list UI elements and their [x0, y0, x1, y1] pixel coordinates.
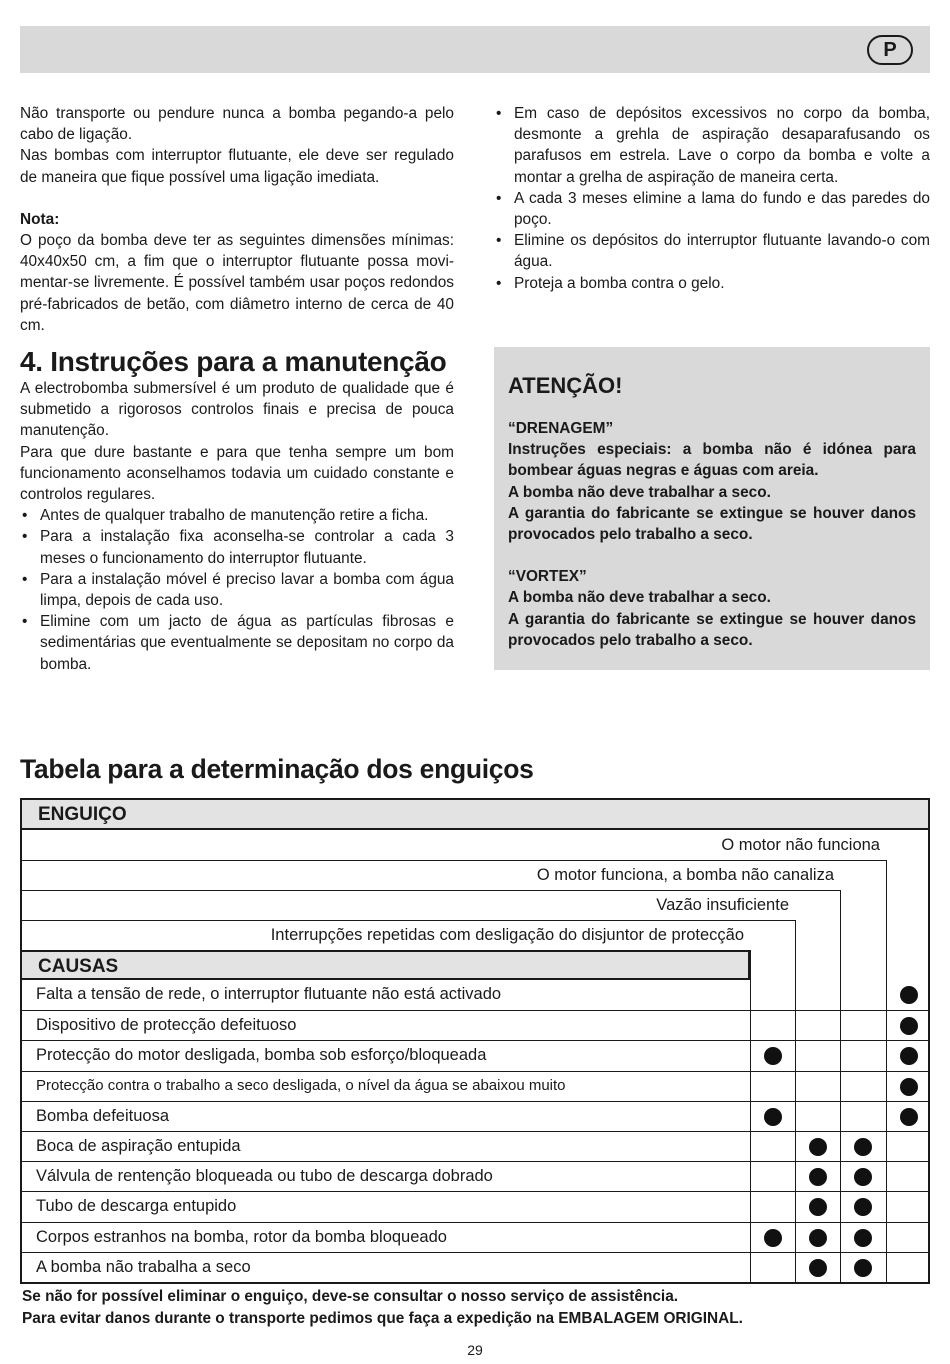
warning-title: ATENÇÃO!	[508, 373, 623, 398]
section-title: 4. Instruções para a manutenção	[20, 346, 447, 378]
mark-dot	[764, 1108, 782, 1126]
troubleshooting-table	[20, 798, 930, 1284]
grid-line	[22, 860, 886, 861]
mark-dot	[854, 1138, 872, 1156]
table-row	[22, 980, 928, 1010]
warning-line: A bomba não deve trabalhar a seco.	[508, 589, 771, 607]
enguico-header	[22, 800, 928, 830]
table-row	[22, 1191, 928, 1221]
table-row	[22, 1010, 928, 1040]
mark-dot	[900, 1078, 918, 1096]
table-title: Tabela para a determinação dos enguiços	[20, 754, 534, 784]
list-item: • Antes de qualquer trabalho de manutenção retire a ficha.	[20, 505, 454, 526]
mark-dot	[809, 1229, 827, 1247]
mark-dot	[854, 1259, 872, 1277]
table-row	[22, 1222, 928, 1252]
enguico-label: ENGUIÇO	[38, 804, 127, 825]
cause-label: Bomba defeituosa	[36, 1106, 170, 1125]
section-paragraph: Para que dure bastante e para que tenha sempre um bom funcionamento aconselhamos todavia um cuidado constante e controlos regulares.	[20, 443, 454, 504]
mark-dot	[854, 1198, 872, 1216]
cause-label: Falta a tensão de rede, o interruptor flutuante não está activado	[36, 985, 502, 1003]
symptom-label: Vazão insuficiente	[656, 896, 789, 914]
mark-dot	[809, 1168, 827, 1186]
warning-box	[494, 347, 930, 670]
symptom-label: Interrupções repetidas com desligação do disjuntor de protecção	[270, 926, 744, 944]
mark-dot	[900, 1017, 918, 1035]
mark-dot	[900, 1108, 918, 1126]
mark-dot	[900, 986, 918, 1004]
language-badge: P	[867, 35, 913, 65]
list-item: • Em caso de depósitos excessivos no corpo da bomba, desmonte a grehla de aspiração desaparafusando os parafusos em estrela. Lave o corpo da bomba e volte a montar a grelha de aspiração de maneira certa.	[494, 103, 930, 188]
list-item: • Proteja a bomba contra o gelo.	[494, 273, 930, 294]
mark-dot	[854, 1168, 872, 1186]
mark-dot	[809, 1259, 827, 1277]
list-item: • Para a instalação móvel é preciso lavar a bomba com água limpa, depois de cada uso.	[20, 569, 454, 611]
cause-label: A bomba não trabalha a seco	[36, 1257, 251, 1276]
page-number: 29	[467, 1342, 483, 1358]
cause-label: Tubo de descarga entupido	[36, 1197, 237, 1216]
footer-line: Se não for possível eliminar o enguiço, deve-se consultar o nosso serviço de assistência.	[22, 1288, 679, 1305]
symptom-label: O motor funciona, a bomba não canaliza	[536, 866, 834, 884]
list-item: • Elimine os depósitos do interruptor flutuante lavando-o com água.	[494, 230, 930, 272]
nota-label: Nota:	[20, 210, 60, 228]
mark-dot	[809, 1138, 827, 1156]
grid-line	[22, 920, 795, 921]
intro-paragraph: Não transporte ou pendure nunca a bomba pegando-a pelo cabo de ligação.	[20, 105, 454, 144]
section-paragraph: A electrobomba submersível é um produto de qualidade que é submetido a rigorosos controlos finais e precisa de pouca manutenção.	[20, 380, 454, 440]
left-column	[20, 103, 454, 675]
maintenance-list-right	[494, 103, 930, 294]
table-row	[22, 1101, 928, 1131]
cause-label: Protecção contra o trabalho a seco desligada, o nível da água se abaixou muito	[36, 1076, 566, 1094]
mark-dot	[809, 1198, 827, 1216]
table-row	[22, 1252, 928, 1282]
symptom-label: O motor não funciona	[721, 836, 880, 854]
list-item: • Para a instalação fixa aconselha-se controlar a cada 3 meses o funcionamento do interruptor flutuante.	[20, 526, 454, 568]
grid-line	[22, 890, 840, 891]
nota-text: O poço da bomba deve ter as seguintes dimensões mínimas: 40x40x50 cm, a fim que o interruptor flutuante possa movi-mentar-se livremente. É possível também usar poços redondos pré-fabricados de betão, com diâmetro interno de cerca de 40 cm.	[20, 232, 454, 334]
warning-line: A garantia do fabricante se extingue se houver danos provocados pelo trabalho a seco.	[508, 610, 916, 649]
header-bar	[20, 26, 930, 73]
warning-line: Instruções especiais: a bomba não é idónea para bombear águas negras e águas com areia.	[508, 441, 916, 480]
mark-dot	[764, 1229, 782, 1247]
list-item: • A cada 3 meses elimine a lama do fundo e das paredes do poço.	[494, 188, 930, 230]
vortex-label: “VORTEX”	[508, 568, 587, 586]
causas-header	[22, 950, 750, 980]
mark-dot	[854, 1229, 872, 1247]
cause-label: Boca de aspiração entupida	[36, 1137, 241, 1155]
cause-label: Válvula de rentenção bloqueada ou tubo de descarga dobrado	[36, 1167, 493, 1186]
drenagem-label: “DRENAGEM”	[508, 420, 614, 437]
cause-label: Protecção do motor desligada, bomba sob esforço/bloqueada	[36, 1046, 487, 1065]
warning-line: A garantia do fabricante se extingue se houver danos provocados pelo trabalho a seco.	[508, 504, 916, 544]
list-item: • Elimine com um jacto de água as partículas fibrosas e sedimentárias que eventualmente se depositam no corpo da bomba.	[20, 611, 454, 675]
warning-line: A bomba não deve trabalhar a seco.	[508, 483, 771, 501]
cause-label: Corpos estranhos na bomba, rotor da bomba bloqueado	[36, 1227, 447, 1246]
causas-label: CAUSAS	[38, 956, 119, 977]
mark-dot	[900, 1047, 918, 1065]
maintenance-list	[20, 505, 454, 675]
intro-paragraph: Nas bombas com interruptor flutuante, ele deve ser regulado de maneira que fique possível uma ligação imediata.	[20, 147, 454, 186]
table-row	[22, 1131, 928, 1161]
mark-dot	[764, 1047, 782, 1065]
table-row	[22, 1071, 928, 1101]
table-row	[22, 1040, 928, 1070]
right-column	[494, 103, 930, 294]
footer-line: Para evitar danos durante o transporte pedimos que faça a expedição na EMBALAGEM ORIGINAL.	[22, 1310, 743, 1327]
table-row	[22, 1161, 928, 1191]
cause-label: Dispositivo de protecção defeituoso	[36, 1016, 297, 1035]
footer-notes	[22, 1286, 743, 1330]
